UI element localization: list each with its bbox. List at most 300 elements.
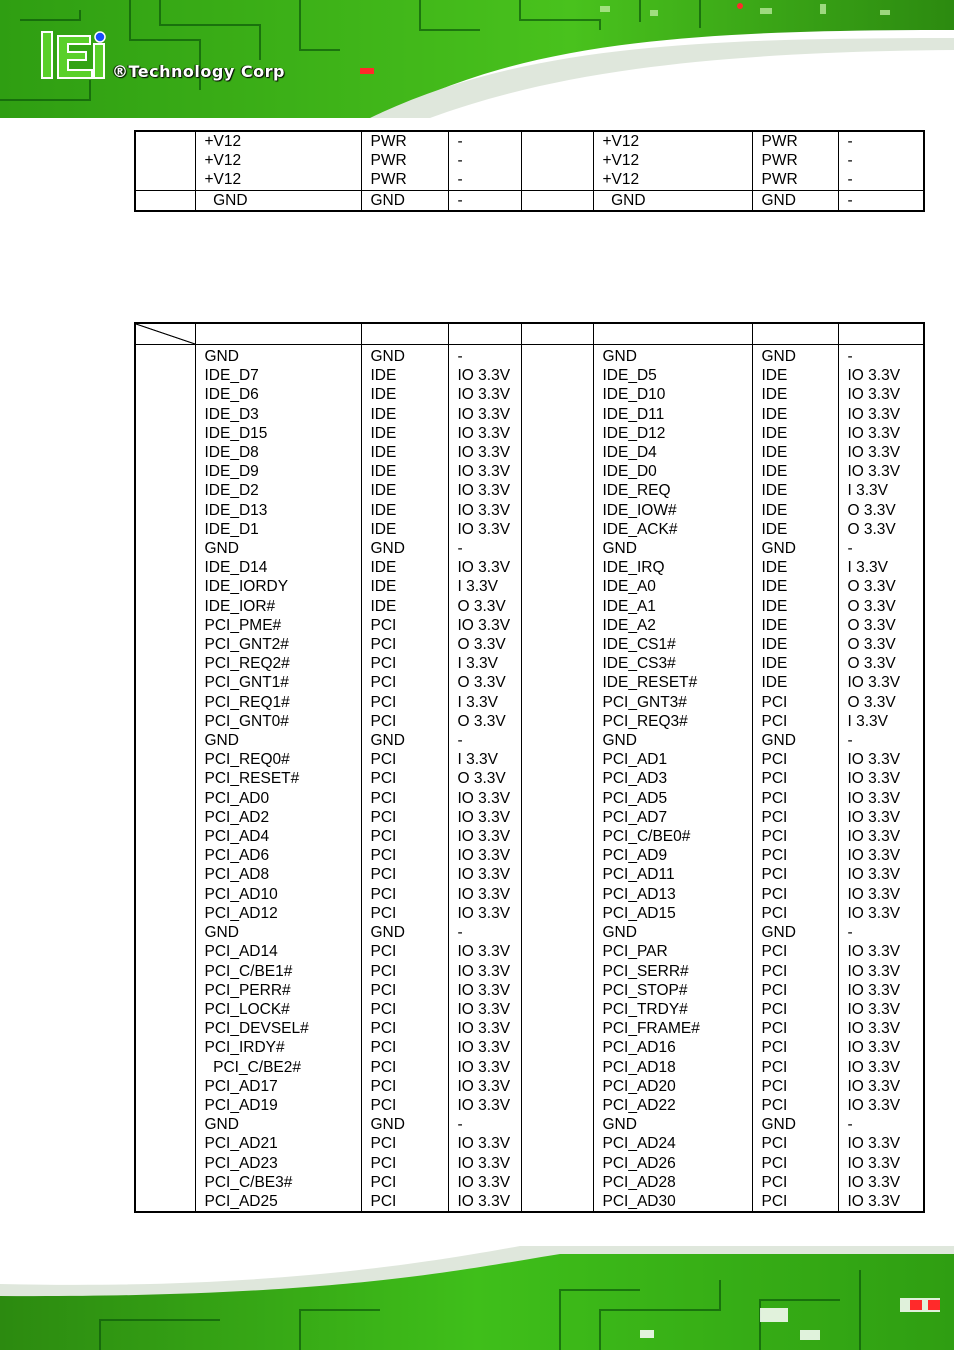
pin-number-cell [521,424,593,443]
signal-name-cell: PCI_SERR# [593,962,752,981]
signal-name-cell: PCI_REQ1# [195,693,361,712]
pin-number-cell [135,520,195,539]
signal-type-cell: IDE [752,385,838,404]
signal-type-cell: PCI [361,693,448,712]
signal-name-cell: IDE_D12 [593,424,752,443]
signal-level-cell: IO 3.3V [448,1173,521,1192]
signal-level-cell: IO 3.3V [838,769,924,788]
table-row [135,1058,924,1077]
pin-number-cell [521,481,593,500]
pin-number-cell [135,942,195,961]
signal-type-cell: PCI [361,769,448,788]
signal-name-cell: IDE_RESET# [593,673,752,692]
signal-level-cell: - [838,539,924,558]
signal-type-cell: IDE [752,673,838,692]
pin-number-cell [521,462,593,481]
footer-banner [0,1240,954,1350]
pin-number-cell [521,712,593,731]
signal-level-cell: IO 3.3V [448,827,521,846]
signal-name-cell: PCI_AD19 [195,1096,361,1115]
signal-level-cell: I 3.3V [448,577,521,596]
pin-number-cell [135,712,195,731]
signal-name-cell: IDE_CS3# [593,654,752,673]
pin-number-cell [135,981,195,1000]
signal-name-cell: PCI_REQ0# [195,750,361,769]
pin-number-cell [521,131,593,151]
signal-name-cell: IDE_D2 [195,481,361,500]
signal-level-cell: IO 3.3V [838,827,924,846]
signal-level-cell: IO 3.3V [448,942,521,961]
table-row [135,1019,924,1038]
signal-type-cell: PCI [361,1134,448,1153]
table-row [135,865,924,884]
pin-number-cell [521,673,593,692]
pin-number-cell [521,501,593,520]
signal-level-cell: O 3.3V [838,520,924,539]
pin-number-cell [135,462,195,481]
signal-name-cell: PCI_AD6 [195,846,361,865]
signal-type-cell: PCI [752,865,838,884]
signal-name-cell: GND [593,190,752,211]
signal-name-cell: PCI_IRDY# [195,1038,361,1057]
signal-name-cell: GND [593,923,752,942]
signal-level-cell: IO 3.3V [448,481,521,500]
pin-number-cell [521,345,593,367]
table-row [135,190,924,211]
signal-level-cell: IO 3.3V [838,750,924,769]
signal-type-cell: IDE [752,366,838,385]
table-row [135,731,924,750]
signal-type-cell: PCI [361,942,448,961]
table-row [135,1192,924,1212]
signal-level-cell: - [448,539,521,558]
signal-level-cell: IO 3.3V [448,1000,521,1019]
pin-number-cell [521,577,593,596]
signal-name-cell: PCI_AD24 [593,1134,752,1153]
pin-number-cell [521,1192,593,1212]
signal-type-cell: IDE [361,462,448,481]
signal-name-cell: IDE_D4 [593,443,752,462]
pin-number-cell [135,1192,195,1212]
signal-type-cell: GND [752,190,838,211]
signal-level-cell: IO 3.3V [448,558,521,577]
signal-name-cell: PCI_AD20 [593,1077,752,1096]
pin-number-cell [135,1134,195,1153]
signal-type-cell: PCI [752,712,838,731]
signal-name-cell: PCI_AD2 [195,808,361,827]
pin-number-cell [135,131,195,151]
pin-number-cell [135,885,195,904]
signal-name-cell: IDE_A0 [593,577,752,596]
signal-name-cell: PCI_C/BE1# [195,962,361,981]
signal-level-cell: IO 3.3V [838,424,924,443]
table-row [135,981,924,1000]
signal-level-cell: IO 3.3V [448,808,521,827]
signal-level-cell: IO 3.3V [838,385,924,404]
table-row [135,789,924,808]
signal-name-cell: +V12 [195,170,361,190]
signal-type-cell: PCI [361,1058,448,1077]
pin-number-cell [135,923,195,942]
signal-level-cell: IO 3.3V [838,1058,924,1077]
signal-level-cell: IO 3.3V [448,962,521,981]
pin-number-cell [521,520,593,539]
table-row [135,424,924,443]
signal-level-cell: O 3.3V [448,635,521,654]
table-row [135,539,924,558]
pin-number-cell [521,597,593,616]
pin-number-cell [521,808,593,827]
pin-number-cell [521,981,593,1000]
signal-name-cell: PCI_AD12 [195,904,361,923]
signal-name-cell: GND [593,345,752,367]
pin-number-cell [521,170,593,190]
signal-level-cell: - [448,131,521,151]
signal-name-cell: PCI_DEVSEL# [195,1019,361,1038]
signal-type-cell: GND [752,1115,838,1134]
pin-number-cell [135,345,195,367]
table-row [135,520,924,539]
signal-type-cell: PCI [361,712,448,731]
pin-number-cell [521,616,593,635]
signal-type-cell: PCI [752,1038,838,1057]
signal-level-cell: IO 3.3V [448,1192,521,1212]
signal-type-cell: PCI [361,1077,448,1096]
signal-type-cell: IDE [361,424,448,443]
pin-number-cell [521,942,593,961]
signal-name-cell: IDE_D0 [593,462,752,481]
signal-type-cell: PCI [361,654,448,673]
table-row [135,923,924,942]
signal-name-cell: PCI_PAR [593,942,752,961]
signal-level-cell: IO 3.3V [448,981,521,1000]
signal-type-cell: IDE [752,597,838,616]
signal-name-cell: PCI_GNT2# [195,635,361,654]
pin-number-cell [521,1115,593,1134]
pin-number-cell [135,808,195,827]
signal-name-cell: PCI_FRAME# [593,1019,752,1038]
signal-level-cell: IO 3.3V [448,865,521,884]
signal-type-cell: PWR [752,170,838,190]
signal-level-cell: - [838,131,924,151]
table-row [135,1115,924,1134]
signal-level-cell: O 3.3V [448,769,521,788]
signal-level-cell: I 3.3V [838,712,924,731]
signal-level-cell: I 3.3V [838,558,924,577]
pin-number-cell [135,846,195,865]
signal-type-cell: PCI [361,1173,448,1192]
signal-type-cell: PCI [361,962,448,981]
signal-name-cell: GND [195,345,361,367]
pin-number-cell [135,481,195,500]
signal-type-cell: GND [752,731,838,750]
signal-type-cell: IDE [361,501,448,520]
pin-number-cell [521,654,593,673]
pin-number-cell [135,865,195,884]
signal-type-cell: PWR [752,131,838,151]
signal-type-cell: PCI [752,750,838,769]
signal-name-cell: PCI_AD0 [195,789,361,808]
signal-name-cell: GND [195,731,361,750]
signal-name-cell: IDE_D3 [195,405,361,424]
signal-level-cell: - [448,923,521,942]
table-row [135,750,924,769]
signal-type-cell: PCI [752,1058,838,1077]
signal-level-cell: - [448,345,521,367]
signal-level-cell: IO 3.3V [838,443,924,462]
signal-name-cell: IDE_IORDY [195,577,361,596]
circuit-board-header-art [0,0,954,118]
signal-name-cell: PCI_LOCK# [195,1000,361,1019]
signal-name-cell: PCI_TRDY# [593,1000,752,1019]
pin-number-cell [521,190,593,211]
signal-level-cell: IO 3.3V [448,443,521,462]
signal-type-cell: PCI [361,1000,448,1019]
ide-pci-pin-table [134,322,925,1213]
signal-type-cell: IDE [361,558,448,577]
signal-level-cell: IO 3.3V [448,1038,521,1057]
signal-name-cell: PCI_C/BE2# [195,1058,361,1077]
table-row [135,558,924,577]
signal-level-cell: IO 3.3V [838,1173,924,1192]
pin-number-cell [135,539,195,558]
signal-type-cell: IDE [752,577,838,596]
pin-number-cell [135,424,195,443]
pin-number-cell [521,1000,593,1019]
signal-level-cell: O 3.3V [838,616,924,635]
table-row [135,1038,924,1057]
signal-name-cell: IDE_D14 [195,558,361,577]
pin-number-cell [521,366,593,385]
signal-level-cell: O 3.3V [448,673,521,692]
signal-level-cell: - [838,151,924,170]
signal-name-cell: +V12 [593,170,752,190]
signal-type-cell: IDE [752,520,838,539]
signal-level-cell: - [448,190,521,211]
signal-name-cell: PCI_AD14 [195,942,361,961]
signal-level-cell: IO 3.3V [448,789,521,808]
signal-type-cell: PCI [361,808,448,827]
signal-level-cell: I 3.3V [448,654,521,673]
signal-name-cell: PCI_AD10 [195,885,361,904]
signal-level-cell: IO 3.3V [448,1019,521,1038]
signal-name-cell: +V12 [593,151,752,170]
signal-name-cell: PCI_AD22 [593,1096,752,1115]
pin-number-cell [521,846,593,865]
signal-name-cell: GND [195,539,361,558]
pin-number-cell [521,1019,593,1038]
signal-level-cell: IO 3.3V [448,1058,521,1077]
pin-number-cell [135,616,195,635]
pin-number-cell [521,385,593,404]
signal-name-cell: PCI_AD15 [593,904,752,923]
signal-level-cell: IO 3.3V [838,942,924,961]
pin-number-cell [521,1096,593,1115]
signal-name-cell: PCI_AD5 [593,789,752,808]
signal-level-cell: O 3.3V [448,597,521,616]
pin-number-cell [521,1134,593,1153]
signal-name-cell: PCI_STOP# [593,981,752,1000]
signal-type-cell: PCI [361,846,448,865]
pin-number-cell [135,673,195,692]
signal-type-cell: PCI [361,904,448,923]
table-row [135,1134,924,1153]
signal-level-cell: - [448,151,521,170]
pin-number-cell [521,151,593,170]
table-row [135,962,924,981]
signal-type-cell: IDE [752,654,838,673]
pin-number-cell [521,558,593,577]
signal-type-cell: IDE [752,558,838,577]
signal-name-cell: PCI_PME# [195,616,361,635]
pin-number-cell [135,190,195,211]
signal-name-cell: PCI_AD23 [195,1154,361,1173]
signal-level-cell: IO 3.3V [838,981,924,1000]
pin-number-cell [521,750,593,769]
signal-type-cell: PCI [752,693,838,712]
table-row [135,904,924,923]
signal-type-cell: IDE [361,405,448,424]
pin-number-cell [135,731,195,750]
signal-type-cell: PCI [752,769,838,788]
table-row [135,1154,924,1173]
signal-name-cell: PCI_RESET# [195,769,361,788]
pin-number-cell [521,904,593,923]
signal-name-cell: PCI_AD26 [593,1154,752,1173]
signal-level-cell: - [448,170,521,190]
signal-name-cell: PCI_AD4 [195,827,361,846]
pin-number-cell [135,827,195,846]
table-row [135,577,924,596]
signal-level-cell: IO 3.3V [448,1096,521,1115]
table-row [135,693,924,712]
signal-level-cell: IO 3.3V [838,904,924,923]
signal-name-cell: +V12 [593,131,752,151]
pin-number-cell [135,693,195,712]
signal-type-cell: IDE [361,443,448,462]
signal-name-cell: PCI_AD11 [593,865,752,884]
table-row [135,1077,924,1096]
signal-name-cell: GND [593,539,752,558]
signal-level-cell: - [838,345,924,367]
signal-level-cell: O 3.3V [838,597,924,616]
table-row [135,1000,924,1019]
signal-name-cell: PCI_AD18 [593,1058,752,1077]
pin-number-cell [135,654,195,673]
table-row [135,942,924,961]
pin-number-cell [135,170,195,190]
pin-number-cell [521,1173,593,1192]
signal-type-cell: GND [361,190,448,211]
signal-type-cell: IDE [752,424,838,443]
pin-number-cell [135,1038,195,1057]
signal-type-cell: IDE [361,577,448,596]
pin-number-cell [135,558,195,577]
table-row [135,827,924,846]
table-row [135,635,924,654]
signal-level-cell: IO 3.3V [448,501,521,520]
signal-type-cell: PCI [361,1192,448,1212]
signal-level-cell: IO 3.3V [448,904,521,923]
iei-logo [40,30,110,82]
signal-type-cell: PCI [752,846,838,865]
signal-type-cell: PCI [361,789,448,808]
pin-number-cell [135,1154,195,1173]
signal-type-cell: GND [361,539,448,558]
table-row [135,1096,924,1115]
signal-level-cell: IO 3.3V [838,1000,924,1019]
pin-number-cell [135,1058,195,1077]
signal-name-cell: IDE_A1 [593,597,752,616]
signal-type-cell: GND [361,1115,448,1134]
pin-number-cell [135,443,195,462]
table-row [135,366,924,385]
pin-number-cell [521,1038,593,1057]
signal-name-cell: PCI_GNT3# [593,693,752,712]
pin-number-cell [521,405,593,424]
table-row [135,712,924,731]
table-row [135,654,924,673]
signal-name-cell: PCI_AD21 [195,1134,361,1153]
signal-name-cell: PCI_C/BE3# [195,1173,361,1192]
signal-name-cell: PCI_AD30 [593,1192,752,1212]
signal-name-cell: GND [195,190,361,211]
pin-number-cell [135,1115,195,1134]
signal-name-cell: PCI_AD17 [195,1077,361,1096]
table-row [135,385,924,404]
signal-type-cell: PCI [752,789,838,808]
pin-number-cell [521,923,593,942]
signal-type-cell: IDE [752,481,838,500]
signal-type-cell: PCI [752,904,838,923]
signal-level-cell: IO 3.3V [448,1077,521,1096]
signal-level-cell: IO 3.3V [838,1077,924,1096]
signal-name-cell: IDE_IOR# [195,597,361,616]
pin-number-cell [521,693,593,712]
signal-name-cell: PCI_AD8 [195,865,361,884]
signal-level-cell: IO 3.3V [838,885,924,904]
pin-number-cell [521,635,593,654]
signal-type-cell: GND [752,923,838,942]
signal-name-cell: IDE_CS1# [593,635,752,654]
table-row [135,769,924,788]
signal-level-cell: IO 3.3V [838,462,924,481]
signal-level-cell: - [838,170,924,190]
signal-name-cell: PCI_AD16 [593,1038,752,1057]
pin-number-cell [135,385,195,404]
signal-level-cell: - [838,923,924,942]
header-banner [0,0,954,118]
signal-type-cell: IDE [752,462,838,481]
pin-number-cell [135,789,195,808]
signal-type-cell: PWR [361,131,448,151]
pin-number-cell [521,865,593,884]
signal-name-cell: IDE_D1 [195,520,361,539]
pin-number-cell [135,1077,195,1096]
pin-number-cell [521,539,593,558]
signal-level-cell: O 3.3V [838,693,924,712]
signal-name-cell: +V12 [195,151,361,170]
signal-name-cell: PCI_REQ2# [195,654,361,673]
pin-number-cell [135,635,195,654]
signal-name-cell: PCI_AD13 [593,885,752,904]
signal-type-cell: PCI [752,1192,838,1212]
signal-name-cell: PCI_PERR# [195,981,361,1000]
table-row [135,885,924,904]
signal-type-cell: IDE [361,366,448,385]
signal-name-cell: GND [593,731,752,750]
signal-level-cell: IO 3.3V [838,789,924,808]
